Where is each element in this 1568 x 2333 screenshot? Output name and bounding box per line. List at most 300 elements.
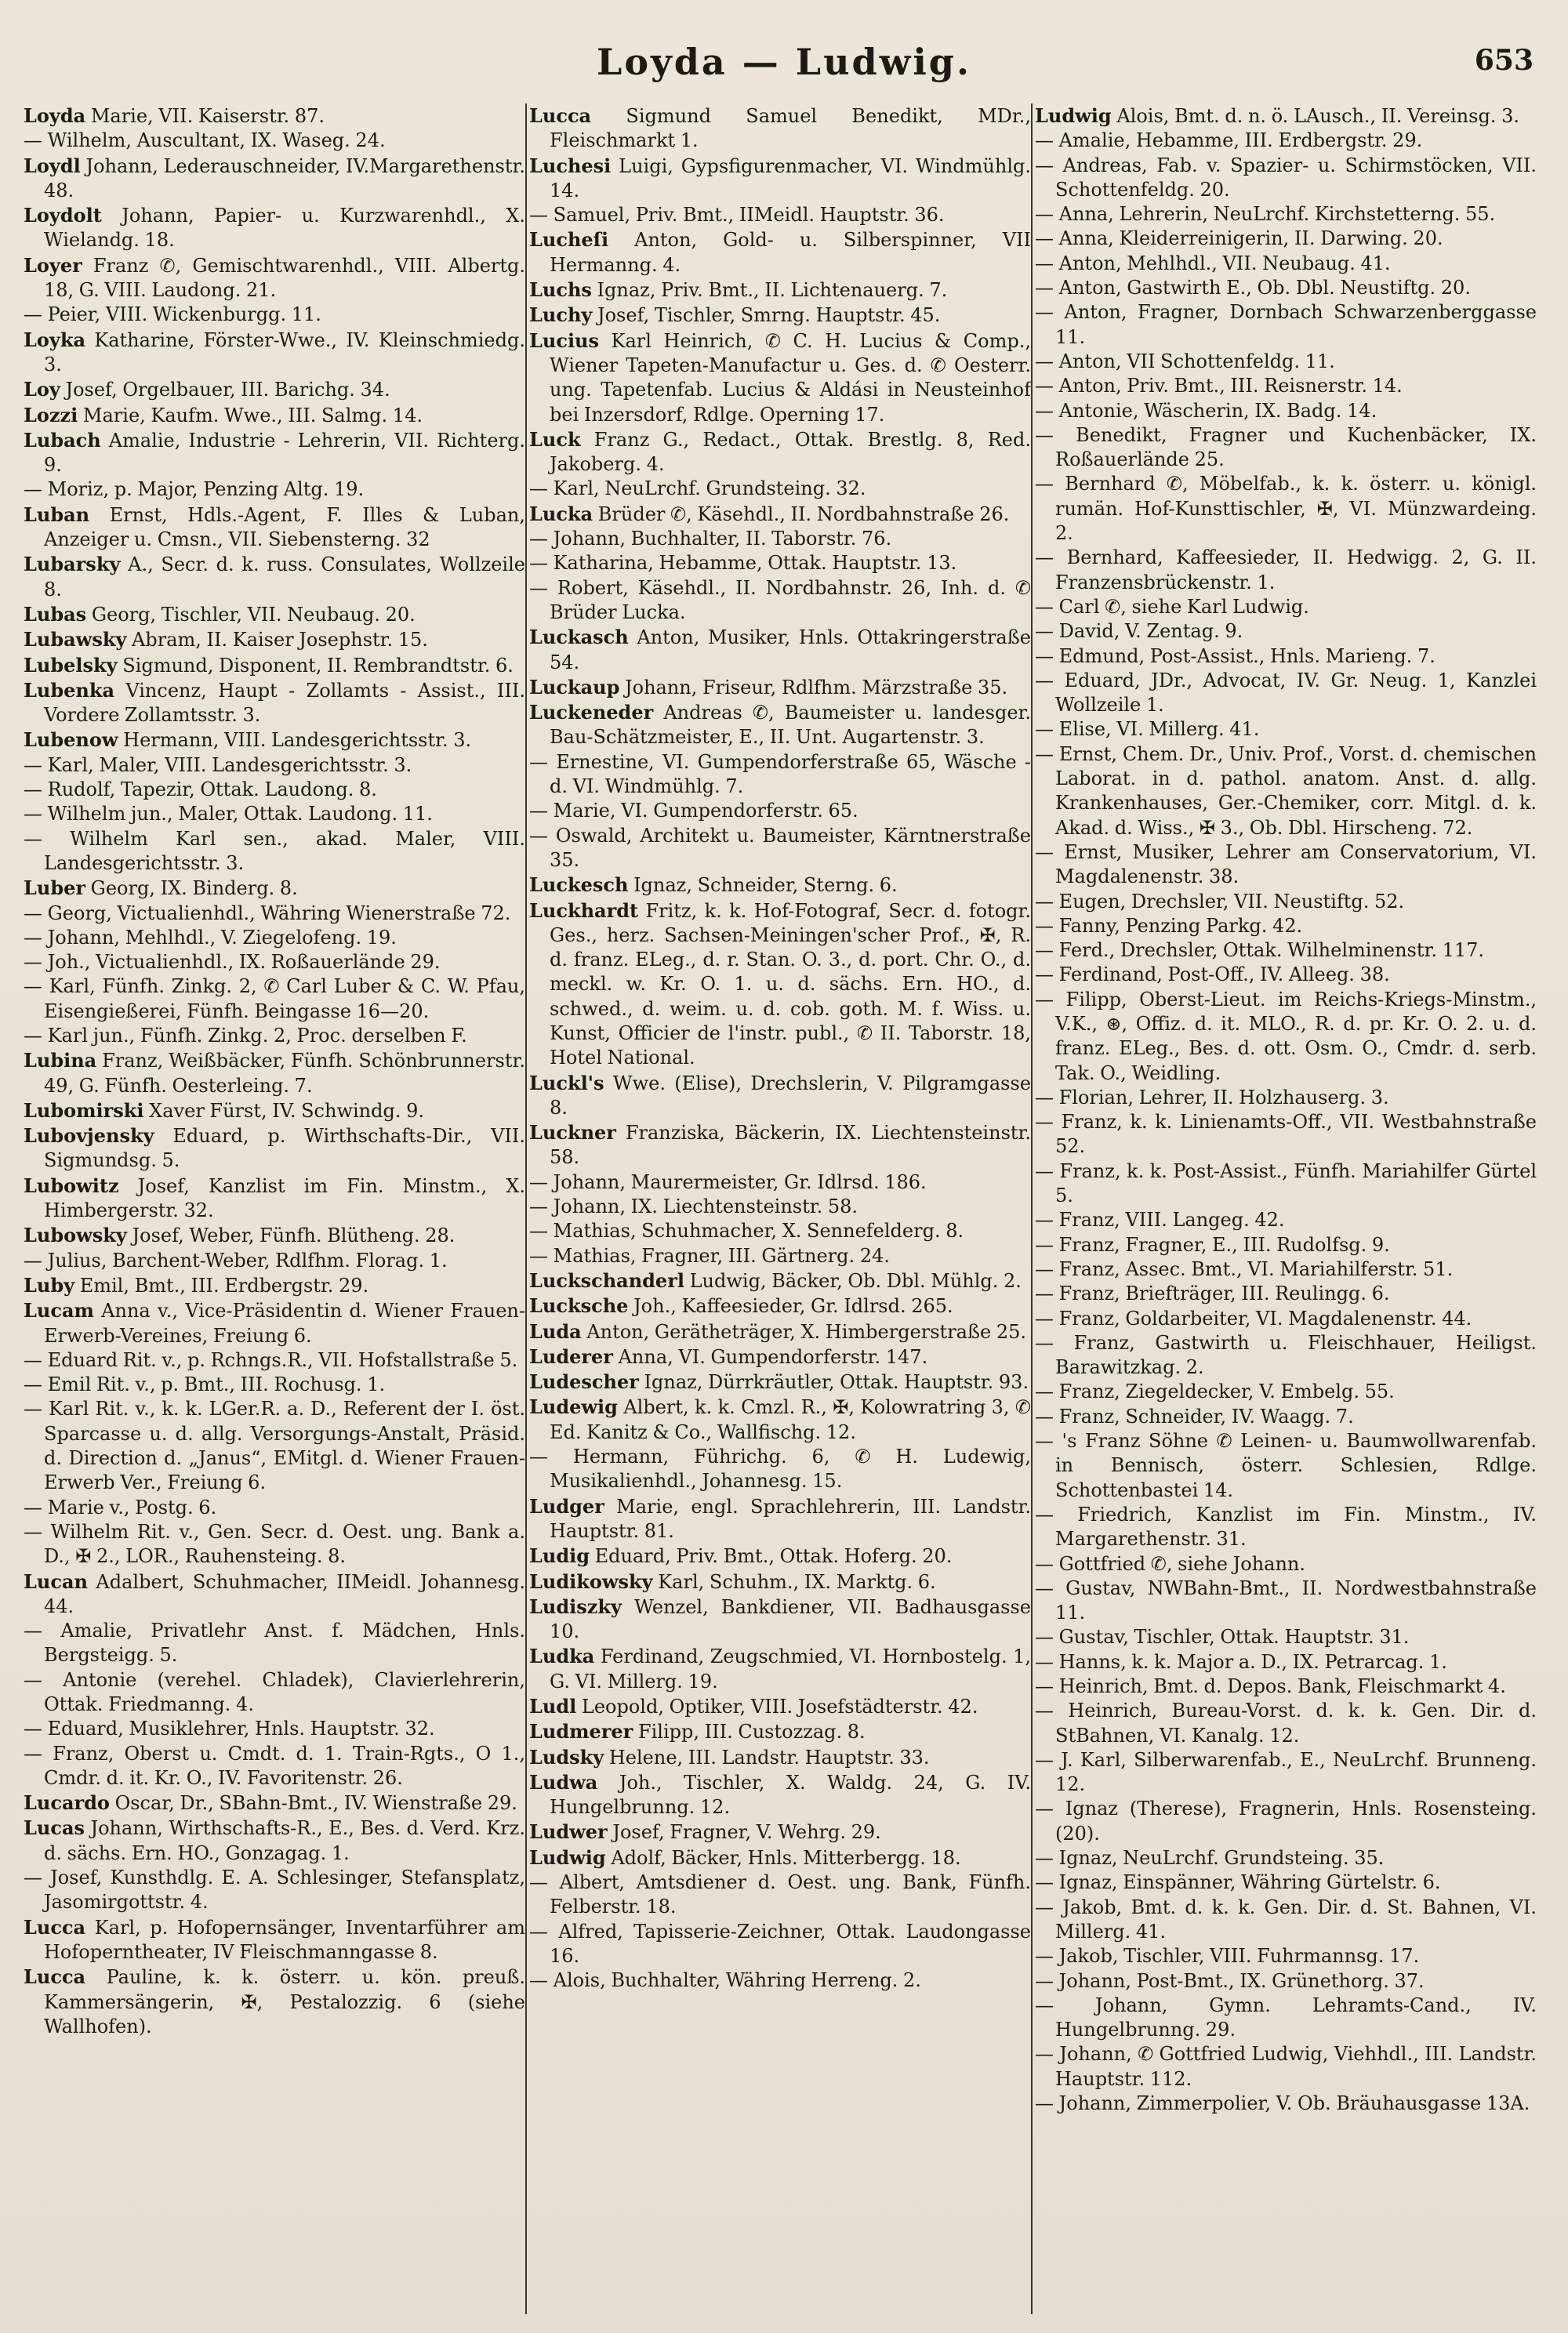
directory-entry — [1035, 914, 1537, 938]
directory-entry — [24, 974, 525, 1024]
entry-details: — Johann, ✆ Gottfried Ludwig, Viehhdl., III. Landstr. Hauptstr. 112. — [1035, 2043, 1537, 2090]
directory-entry — [529, 1344, 1031, 1370]
entry-surname: Ludig — [529, 1544, 590, 1568]
entry-surname: Ludiszky — [529, 1595, 622, 1618]
entry-details: — Josef, Kunsthdlg. E. A. Schlesinger, Stefansplatz, Jasomirgottstr. 4. — [24, 1867, 525, 1914]
entry-details: — Karl, Maler, VIII. Landesgerichtsstr. 3. — [24, 753, 412, 776]
entry-surname: Ludwer — [529, 1820, 608, 1844]
entry-details: — 's Franz Söhne ✆ Leinen- u. Baumwollwarenfab. in Bennisch, österr. Schlesien, Rdlge. Schottenbastei 14. — [1035, 1430, 1537, 1501]
entry-details: Johann, Papier- u. Kurzwarenhdl., X. Wielandg. 18. — [44, 205, 525, 252]
entry-details: Emil, Bmt., III. Erdbergstr. 29. — [79, 1274, 369, 1297]
entry-details: — Franz, Gastwirth u. Fleischhauer, Heiligst. Barawitzkag. 2. — [1035, 1331, 1537, 1379]
entry-surname: Loyer — [24, 253, 82, 277]
column-2 — [529, 103, 1031, 2314]
directory-entry — [529, 898, 1031, 1071]
entry-details: A., Secr. d. k. russ. Consulates, Wollzeile 8. — [44, 553, 525, 600]
directory-entry — [529, 1494, 1031, 1544]
entry-surname: Lucka — [529, 502, 593, 525]
entry-details: Josef, Tischler, Smrng. Hauptstr. 45. — [597, 304, 941, 327]
entry-details: Karl, p. Hofopernsänger, Inventarführer am Hofoperntheater, IV Fleischmanngasse 8. — [44, 1916, 525, 1963]
directory-entry — [1035, 742, 1537, 840]
entry-details: Ignaz, Priv. Bmt., II. Lichtenauerg. 7. — [597, 279, 948, 302]
directory-entry — [1035, 423, 1537, 473]
entry-details: Eduard, p. Wirthschafts-Dir., VII. Sigmundsg. 5. — [44, 1125, 525, 1172]
entry-details: Eduard, Priv. Bmt., Ottak. Hoferg. 20. — [594, 1545, 953, 1568]
entry-details: Franziska, Bäckerin, IX. Liechtensteinstr. 58. — [550, 1122, 1031, 1169]
directory-entry — [529, 477, 1031, 501]
directory-entry — [24, 727, 525, 753]
directory-entry — [24, 1098, 525, 1123]
entry-details: — Benedikt, Fragner und Kuchenbäcker, IX. Roßauerlände 25. — [1035, 423, 1537, 471]
entry-details: — Ignaz, Einspänner, Währing Gürtelstr. 6. — [1035, 1871, 1441, 1894]
directory-entry — [1035, 1307, 1537, 1331]
directory-entry — [529, 278, 1031, 303]
entry-details: Katharine, Förster-Wwe., IV. Kleinschmiedg. 3. — [44, 328, 525, 376]
directory-entry — [529, 203, 1031, 227]
directory-entry — [1035, 1576, 1537, 1626]
entry-surname: Lubovjensky — [24, 1124, 154, 1148]
entry-details: — Franz, Ziegeldecker, V. Embelg. 55. — [1035, 1381, 1395, 1403]
entry-details: — Katharina, Hebamme, Ottak. Hauptstr. 13. — [529, 552, 957, 575]
entry-surname: Lubina — [24, 1049, 97, 1072]
entry-details: Marie, VII. Kaiserstr. 87. — [90, 105, 325, 127]
entry-details: — Ernestine, VI. Gumpendorferstraße 65, Wäsche - d. VI. Windmühlg. 7. — [529, 750, 1031, 798]
directory-entry — [529, 154, 1031, 204]
directory-entry — [24, 653, 525, 678]
directory-entry — [529, 576, 1031, 626]
entry-details: Andreas ✆, Baumeister u. landesger. Bau-Schätzmeister, E., II. Unt. Augartenstr. 3. — [550, 702, 1031, 749]
directory-entry — [529, 1170, 1031, 1195]
entry-details: — Gottfried ✆, siehe Johann. — [1035, 1552, 1305, 1575]
entry-surname: Lozzi — [24, 403, 78, 426]
directory-entry — [24, 1348, 525, 1373]
entry-surname: Ludescher — [529, 1370, 639, 1394]
directory-entry — [529, 1694, 1031, 1719]
entry-details: Xaver Fürst, IV. Schwindg. 9. — [149, 1099, 425, 1122]
directory-entry — [529, 1719, 1031, 1744]
directory-entry — [1035, 399, 1537, 423]
directory-entry — [529, 1445, 1031, 1494]
entry-details: — Moriz, p. Major, Penzing Altg. 19. — [24, 478, 365, 501]
directory-entry — [1035, 619, 1537, 644]
directory-entry — [1035, 1944, 1537, 1968]
entry-details: — Anton, Priv. Bmt., III. Reisnerstr. 14. — [1035, 375, 1403, 397]
directory-entry — [529, 502, 1031, 527]
entry-details: — Hermann, Führichg. 6, ✆ H. Ludewig, Musikalienhdl., Johannesg. 15. — [529, 1446, 1031, 1493]
directory-entry — [529, 1268, 1031, 1293]
directory-entry — [24, 552, 525, 602]
entry-details: — David, V. Zentag. 9. — [1035, 620, 1243, 643]
directory-entry — [529, 1395, 1031, 1445]
entry-details: — Franz, Schneider, IV. Waagg. 7. — [1035, 1405, 1354, 1428]
directory-entry — [529, 1770, 1031, 1820]
entry-surname: Lucardo — [24, 1791, 110, 1815]
entry-details: Johann, Lederauschneider, IV.Margarethenstr. 48. — [44, 154, 525, 201]
entry-details: Anna v., Vice-Präsidentin d. Wiener Frauen-Erwerb-Vereines, Freiung 6. — [44, 1300, 525, 1347]
directory-entry — [529, 328, 1031, 427]
directory-entry — [529, 1544, 1031, 1569]
directory-entry — [24, 902, 525, 926]
entry-details: — Rudolf, Tapezir, Ottak. Laudong. 8. — [24, 778, 377, 801]
directory-entry — [24, 1619, 525, 1668]
entry-details: — Heinrich, Bureau-Vorst. d. k. k. Gen. Dir. d. StBahnen, VI. Kanalg. 12. — [1035, 1700, 1537, 1747]
entry-details: — Anton, Gastwirth E., Ob. Dbl. Neustiftg. 20. — [1035, 277, 1471, 299]
entry-surname: Luckhardt — [529, 898, 639, 922]
directory-entry — [24, 876, 525, 901]
entry-details: — Alois, Buchhalter, Währing Herreng. 2. — [529, 1969, 921, 1992]
directory-entry — [1035, 644, 1537, 669]
directory-entry — [1035, 1650, 1537, 1674]
entry-surname: Ludewig — [529, 1395, 618, 1419]
directory-entry — [24, 627, 525, 652]
entry-details: — Hanns, k. k. Major a. D., IX. Petrarcag. 1. — [1035, 1650, 1447, 1673]
entry-details: Joh., Kaffeesieder, Gr. Idlrsd. 265. — [633, 1295, 953, 1318]
entry-details: — Gustav, NWBahn-Bmt., II. Nordwestbahnstraße 11. — [1035, 1576, 1537, 1624]
directory-entry — [24, 1273, 525, 1298]
entry-details: Oscar, Dr., SBahn-Bmt., IV. Wienstraße 29. — [114, 1792, 517, 1815]
directory-entry — [1035, 1110, 1537, 1159]
directory-entry — [24, 1866, 525, 1915]
entry-surname: Ludikowsky — [529, 1569, 653, 1593]
entry-surname: Luchs — [529, 278, 592, 302]
entry-details: — Marie, VI. Gumpendorferstr. 65. — [529, 800, 858, 822]
directory-entry — [24, 1569, 525, 1620]
directory-entry — [1035, 300, 1537, 350]
directory-entry — [1035, 103, 1537, 129]
directory-entry — [1035, 129, 1537, 153]
entry-details: Franz, Weißbäcker, Fünfh. Schönbrunnerstr. 49, G. Fünfh. Oesterleing. 7. — [44, 1050, 525, 1097]
directory-entry — [529, 1920, 1031, 1969]
entry-details: — Ferdinand, Post-Off., IV. Alleeg. 38. — [1035, 963, 1390, 986]
entry-details: Vincenz, Haupt - Zollamts - Assist., III. Vordere Zollamtsstr. 3. — [44, 679, 525, 727]
directory-entry — [24, 827, 525, 876]
entry-details: Helene, III. Landstr. Hauptstr. 33. — [608, 1746, 930, 1769]
entry-surname: Lubowitz — [24, 1174, 119, 1197]
directory-entry — [1035, 1282, 1537, 1306]
directory-entry — [1035, 1846, 1537, 1870]
entry-surname: Luckschanderl — [529, 1268, 684, 1292]
directory-entry — [24, 428, 525, 478]
entry-details: — Oswald, Architekt u. Baumeister, Kärntnerstraße 35. — [529, 824, 1031, 871]
page-header — [24, 41, 1544, 96]
directory-entry — [529, 1968, 1031, 1993]
directory-entry — [24, 1223, 525, 1248]
directory-entry — [24, 1965, 525, 2039]
directory-entry — [1035, 227, 1537, 251]
directory-entry — [1035, 1380, 1537, 1404]
entry-details: — Marie v., Postg. 6. — [24, 1496, 217, 1518]
entry-surname: Luckesch — [529, 873, 629, 897]
entry-details: — Ferd., Drechsler, Ottak. Wilhelminenstr. 117. — [1035, 939, 1485, 962]
entry-details: — Johann, Buchhalter, II. Taborstr. 76. — [529, 528, 892, 550]
entry-details: Anna, VI. Gumpendorferstr. 147. — [618, 1345, 928, 1368]
directory-entry — [1035, 1969, 1537, 1994]
entry-details: Johann, Friseur, Rdlfhm. Märzstraße 35. — [625, 676, 1008, 698]
entry-details: Wenzel, Bankdiener, VII. Badhausgasse 10. — [550, 1595, 1031, 1643]
directory-entry — [529, 625, 1031, 675]
entry-details: — Johann, Post-Bmt., IX. Grünethorg. 37. — [1035, 1969, 1425, 1992]
entry-surname: Luckeneder — [529, 701, 654, 724]
entry-details: — Johann, Gymn. Lehramts-Cand., IV. Hungelbrunng. 29. — [1035, 1994, 1537, 2041]
directory-entry — [1035, 546, 1537, 595]
entry-details: Albert, k. k. Cmzl. R., ✠, Kolowratring 3, ✆ Ed. Kanitz & Co., Wallfischg. 12. — [550, 1396, 1031, 1443]
directory-entry — [24, 154, 525, 204]
entry-surname: Lucas — [24, 1816, 85, 1840]
entry-details: — Joh., Victualienhdl., IX. Roßauerlände 29. — [24, 951, 441, 974]
entry-details: Joh., Tischler, X. Waldg. 24, G. IV. Hungelbrunng. 12. — [550, 1771, 1031, 1819]
directory-entry — [24, 1024, 525, 1048]
entry-details: Sigmund Samuel Benedikt, MDr., Fleischmarkt 1. — [550, 105, 1031, 152]
entry-surname: Lubenow — [24, 728, 118, 752]
directory-entry — [24, 678, 525, 728]
column-3 — [1035, 103, 1537, 2314]
directory-entry — [24, 1668, 525, 1718]
directory-entry — [1035, 1503, 1537, 1552]
entry-surname: Lucca — [24, 1915, 86, 1939]
entry-surname: Ludwa — [529, 1770, 598, 1794]
directory-entry — [1035, 1233, 1537, 1257]
directory-entry — [1035, 472, 1537, 546]
entry-details: Josef, Weber, Fünfh. Blüthеng. 28. — [132, 1225, 456, 1247]
entry-surname: Luckaup — [529, 675, 620, 698]
directory-entry — [24, 328, 525, 378]
directory-entry — [529, 1745, 1031, 1770]
entry-details: Luigi, Gypsfigurenmacher, VI. Windmühlg. 14. — [550, 154, 1031, 201]
entry-details: Hermann, VIII. Landesgerichtsstr. 3. — [123, 729, 472, 752]
entry-details: — Amalie, Hebamme, III. Erdbergstr. 29. — [1035, 129, 1423, 152]
entry-details: — Johann, Mehlhdl., V. Ziegelofeng. 19. — [24, 926, 397, 949]
directory-entry — [529, 1219, 1031, 1243]
entry-details: — Fanny, Penzing Parkg. 42. — [1035, 914, 1303, 937]
entry-details: — Franz, k. k. Post-Assist., Fünfh. Mariahilfer Gürtel 5. — [1035, 1159, 1537, 1207]
directory-entry — [24, 926, 525, 950]
entry-surname: Lucam — [24, 1299, 94, 1323]
entry-details: — Florian, Lehrer, II. Holzhauserg. 3. — [1035, 1086, 1389, 1108]
entry-details: Wwe. (Elise), Drechslerin, V. Pilgramgasse 8. — [550, 1072, 1031, 1119]
entry-details: — Emil Rit. v., p. Bmt., III. Rochusg. 1. — [24, 1373, 386, 1396]
entry-surname: Lucca — [529, 104, 592, 127]
entry-surname: Ludl — [529, 1695, 577, 1718]
directory-entry — [1035, 1405, 1537, 1429]
directory-entry — [1035, 202, 1537, 227]
directory-entry — [24, 1123, 525, 1174]
entry-details: Ferdinand, Zeugschmied, VI. Hornbostelg. 1, G. VI. Millerg. 19. — [550, 1645, 1031, 1693]
entry-details: — Anton, VII Schottenfeldg. 11. — [1035, 350, 1335, 372]
entry-details: — Franz, Briefträger, III. Reulingg. 6. — [1035, 1283, 1390, 1305]
entry-details: Josef, Fragner, V. Wehrg. 29. — [612, 1821, 881, 1844]
running-head: Loyda — Ludwig. — [597, 41, 971, 83]
entry-details: — Bernhard, Kaffeesieder, II. Hedwigg. 2, G. II. Franzensbrückenstr. 1. — [1035, 546, 1537, 593]
entry-details: — Ignaz (Therese), Fragnerin, Hnls. Rosensteing. (20). — [1035, 1798, 1537, 1845]
entry-details: — Antonie, Wäscherin, IX. Badg. 14. — [1035, 399, 1377, 422]
directory-entry — [1035, 1208, 1537, 1232]
entry-details: Brüder ✆, Käsehdl., II. Nordbahnstraße 26. — [597, 503, 1010, 525]
entry-details: — Jakob, Tischler, VIII. Fuhrmannsg. 17. — [1035, 1945, 1420, 1968]
directory-entry — [1035, 154, 1537, 203]
directory-entry — [1035, 988, 1537, 1086]
entry-details: Johann, Wirthschafts-R., E., Bes. d. Verd. Krz. d. sächs. Ern. HO., Gonzagag. 1. — [44, 1817, 525, 1864]
entry-details: — Wilhelm jun., Maler, Ottak. Laudong. 11. — [24, 803, 433, 825]
entry-surname: Luderer — [529, 1344, 613, 1368]
entry-details: — Eugen, Drechsler, VII. Neustiftg. 52. — [1035, 890, 1405, 913]
entry-details: Georg, Tischler, VII. Neubaug. 20. — [91, 603, 416, 626]
directory-entry — [24, 403, 525, 428]
entry-details: — Friedrich, Kanzlist im Fin. Minstm., IV. Margarethenstr. 31. — [1035, 1503, 1537, 1551]
entry-surname: Lubelsky — [24, 653, 118, 677]
entry-details: Marie, engl. Sprachlehrerin, III. Landstr. Hauptstr. 81. — [550, 1495, 1031, 1542]
entry-surname: Luban — [24, 503, 90, 526]
entry-details: Karl Heinrich, ✆ C. H. Lucius & Comp., Wiener Tapeten-Manufactur u. Ges. d. ✆ Oesterr. ung. Tapetenfab. Lucius & Aldási in Neusteinhof bei Inzersdorf, Rdlge. Operning 17. — [550, 329, 1031, 426]
directory-entry — [529, 1845, 1031, 1870]
directory-entry — [24, 1816, 525, 1866]
entry-details: — Mathias, Fragner, III. Gärtnerg. 24. — [529, 1244, 890, 1267]
directory-entry — [1035, 1159, 1537, 1209]
entry-details: Josef, Orgelbauer, III. Barichg. 34. — [65, 379, 390, 401]
entry-details: — Eduard, JDr., Advocat, IV. Gr. Neug. 1, Kanzlei Wollzeile 1. — [1035, 669, 1537, 717]
entry-details: — Wilhelm Karl sen., akad. Maler, VIII. Landesgerichtsstr. 3. — [24, 827, 525, 874]
entry-details: — Ignaz, NeuLrchf. Grundsteing. 35. — [1035, 1847, 1385, 1870]
directory-entry — [24, 1915, 525, 1965]
directory-entry — [1035, 1896, 1537, 1945]
directory-entry — [529, 1370, 1031, 1395]
page-number: 653 — [1474, 44, 1534, 77]
entry-details: — Franz, Assec. Bmt., VI. Mariahilferstr. 51. — [1035, 1257, 1454, 1280]
entry-details: Ignaz, Schneider, Sterng. 6. — [633, 874, 898, 897]
entry-details: — Elise, VI. Millerg. 41. — [1035, 718, 1260, 741]
directory-entry — [529, 427, 1031, 477]
directory-entry — [529, 1071, 1031, 1121]
entry-details: — Franz, k. k. Linienamts-Off., VII. Westbahnstraße 52. — [1035, 1111, 1537, 1158]
entry-surname: Luda — [529, 1319, 582, 1343]
entry-details: Anton, Gold- u. Silberspinner, VII Hermanng. 4. — [550, 229, 1031, 276]
directory-entry — [529, 1820, 1031, 1845]
directory-entry — [24, 753, 525, 778]
directory-entry — [529, 873, 1031, 898]
entry-details: — Ernst, Musiker, Lehrer am Conservatorium, VI. Magdalenenstr. 38. — [1035, 840, 1537, 888]
directory-entry — [24, 303, 525, 327]
directory-entry — [529, 1195, 1031, 1219]
entry-surname: Luber — [24, 876, 86, 900]
directory-entry — [1035, 2042, 1537, 2092]
entry-details: — Anna, Lehrerin, NeuLrchf. Kirchstetterng. 55. — [1035, 203, 1496, 226]
entry-details: Georg, IX. Binderg. 8. — [90, 877, 298, 900]
entry-details: Filipp, III. Custozzag. 8. — [637, 1721, 866, 1743]
directory-entry — [529, 675, 1031, 700]
entry-details: — Mathias, Schuhmacher, X. Sennefelderg. 8. — [529, 1220, 964, 1243]
directory-entry — [529, 700, 1031, 750]
entry-details: — Jakob, Bmt. d. k. k. Gen. Dir. d. St. Bahnen, VI. Millerg. 41. — [1035, 1896, 1537, 1943]
entry-details: Pauline, k. k. österr. u. kön. preuß. Kammersängerin, ✠, Pestalozzig. 6 (siehe Wallhofen). — [44, 1966, 525, 2037]
entry-surname: Ludwig — [529, 1845, 606, 1869]
directory-entry — [1035, 1331, 1537, 1381]
directory-entry — [1035, 276, 1537, 300]
directory-entry — [1035, 1797, 1537, 1846]
directory-entry — [1035, 252, 1537, 276]
entry-details: — Johann, Zimmerpolier, V. Ob. Bräuhausgasse 13A. — [1035, 2092, 1530, 2115]
entry-details: Marie, Kaufm. Wwe., III. Salmg. 14. — [82, 404, 423, 426]
entry-surname: Lubenka — [24, 678, 115, 702]
entry-details: — Peier, VIII. Wickenburgg. 11. — [24, 303, 321, 326]
directory-entry — [24, 778, 525, 802]
entry-details: Leopold, Optiker, VIII. Josefstädterstr. 42. — [581, 1696, 978, 1718]
entry-details: — Andreas, Fab. v. Spazier- u. Schirmstöcken, VII. Schottenfeldg. 20. — [1035, 154, 1537, 201]
directory-entry — [24, 1048, 525, 1098]
entry-details: — Eduard, Musiklehrer, Hnls. Hauptstr. 32. — [24, 1718, 435, 1740]
entry-details: Josef, Kanzlist im Fin. Minstm., X. Himbergerstr. 32. — [44, 1174, 525, 1222]
directory-entry — [1035, 595, 1537, 619]
entry-surname: Ludsky — [529, 1745, 604, 1769]
entry-details: Anton, Musiker, Hnls. Ottakringerstraße 54. — [550, 626, 1031, 673]
column-divider — [1031, 103, 1033, 2314]
entry-details: Anton, Gerätheträger, X. Himbergerstraße 25. — [586, 1320, 1026, 1343]
entry-details: — Wilhelm, Auscultant, IX. Waseg. 24. — [24, 129, 386, 152]
entry-surname: Lubach — [24, 428, 101, 452]
directory-entry — [1035, 890, 1537, 914]
entry-surname: Lucan — [24, 1569, 88, 1593]
entry-details: — Franz, VIII. Langeg. 42. — [1035, 1209, 1285, 1232]
entry-surname: Lubarsky — [24, 553, 121, 576]
directory-entry — [1035, 840, 1537, 890]
entry-details: Adolf, Bäcker, Hnls. Mitterbergg. 18. — [611, 1846, 961, 1869]
entry-details: — Johann, Maurermeister, Gr. Idlrsd. 186. — [529, 1170, 927, 1193]
directory-entry — [24, 253, 525, 303]
entry-details: Franz G., Redact., Ottak. Brestlg. 8, Red. Jakoberg. 4. — [550, 428, 1031, 476]
directory-entry — [1035, 963, 1537, 987]
entry-details: — Carl ✆, siehe Karl Ludwig. — [1035, 595, 1309, 618]
directory-entry — [1035, 350, 1537, 374]
entry-details: Adalbert, Schuhmacher, IIMeidl. Johannesg. 44. — [44, 1570, 525, 1617]
directory-entry — [529, 1120, 1031, 1170]
entry-details: — Bernhard ✆, Möbelfab., k. k. österr. u. königl. rumän. Hof-Kunsttischler, ✠, VI. Münzwardeing. 2. — [1035, 473, 1537, 545]
entry-surname: Lubas — [24, 602, 87, 626]
directory-entry — [1035, 1674, 1537, 1699]
directory-entry — [1035, 1625, 1537, 1649]
entry-details: — Georg, Victualienhdl., Währing Wienerstraße 72. — [24, 902, 511, 924]
directory-entry — [529, 1644, 1031, 1694]
entry-surname: Loyka — [24, 328, 86, 351]
entry-details: — Alfred, Tapisserie-Zeichner, Ottak. Laudongasse 16. — [529, 1920, 1031, 1967]
directory-entry — [24, 477, 525, 502]
directory-entry — [529, 1293, 1031, 1319]
directory-entry — [1035, 1429, 1537, 1503]
directory-entry — [529, 799, 1031, 823]
directory-entry — [529, 750, 1031, 800]
entry-details: Alois, Bmt. d. n. ö. LAusch., II. Vereinsg. 3. — [1116, 105, 1519, 127]
entry-details: — Amalie, Privatlehr Anst. f. Mädchen, Hnls. Bergsteigg. 5. — [24, 1620, 525, 1667]
directory-entry — [529, 1319, 1031, 1344]
directory-entry — [529, 527, 1031, 551]
entry-surname: Loydl — [24, 154, 81, 177]
entry-details: — Gustav, Tischler, Ottak. Hauptstr. 31. — [1035, 1626, 1410, 1649]
entry-surname: Lubawsky — [24, 628, 127, 651]
directory-entry — [1035, 1257, 1537, 1282]
directory-entry — [24, 802, 525, 826]
directory-entry — [529, 227, 1031, 278]
entry-surname: Loyda — [24, 104, 86, 127]
entry-details: — Franz, Fragner, E., III. Rudolfsg. 9. — [1035, 1233, 1390, 1256]
directory-entry — [24, 1174, 525, 1224]
directory-entry — [1035, 1699, 1537, 1748]
entry-surname: Luckasch — [529, 626, 629, 649]
directory-entry — [529, 551, 1031, 575]
entry-details: Ludwig, Bäcker, Ob. Dbl. Mühlg. 2. — [689, 1269, 1022, 1292]
entry-surname: Luckner — [529, 1121, 616, 1145]
entry-surname: Luckl's — [529, 1071, 604, 1094]
entry-details: — Wilhelm Rit. v., Gen. Secr. d. Oest. ung. Bank a. D., ✠ 2., LOR., Rauhensteing. 8. — [24, 1520, 525, 1568]
entry-surname: Lucheſi — [529, 228, 609, 252]
directory-entry — [24, 129, 525, 153]
entry-details: — Eduard Rit. v., p. Rchngs.R., VII. Hofstallstraße 5. — [24, 1348, 518, 1371]
